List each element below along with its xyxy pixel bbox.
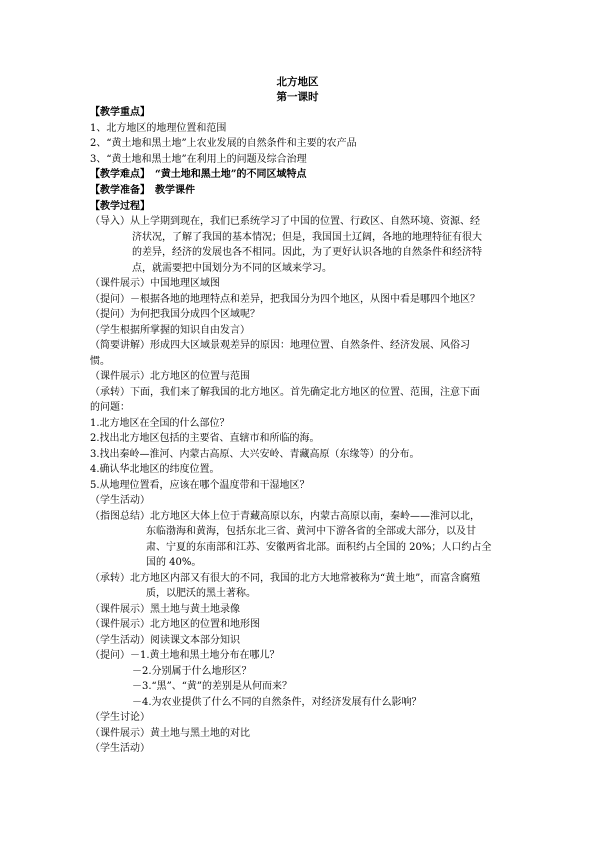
heading-preparation: 【教学准备】 教学课件 [90,185,195,196]
text-line: （学生活动）阅读课文本部分知识 [90,635,240,646]
text-line: 1、北方地区的地理位置和范围 [90,123,227,134]
text-line: 3、“黄土地和黑土地”在利用上的问题及综合治理 [90,154,307,165]
text-line: （课件展示）北方地区的位置与范围 [90,371,250,382]
text-line: 的问题： [90,402,130,413]
text-line: 3.找出秦岭—淮河、内蒙古高原、大兴安岭、青藏高原（东缘等）的分布。 [90,449,420,460]
text-line: （提问）－根据各地的地理特点和差异，把我国分为四个地区，从图中看是哪四个地区？ [90,294,480,305]
heading-process: 【教学过程】 [90,201,150,212]
text-line: （课件展示）北方地区的位置和地形图 [90,619,260,630]
text-line: 惯。 [90,356,110,367]
text-line: （学生讨论） [90,712,150,723]
text-line: 东临渤海和黄海，包括东北三省、黄河中下游各省的全部或大部分，以及甘 [146,526,476,537]
text-line: （学生活动） [90,495,150,506]
text-line: （导入）从上学期到现在，我们已系统学习了中国的位置、行政区、自然环境、资源、经 [90,216,480,227]
text-line: 2.找出北方地区包括的主要省、直辖市和所临的海。 [90,433,320,444]
text-line: －3.“黑”、“黄”的差别是从何而来？ [132,681,292,692]
text-line: （课件展示）黑土地与黄土地录像 [90,604,240,615]
heading-key-points: 【教学重点】 [90,107,150,118]
heading-difficult-points: 【教学难点】 “黄土地和黑土地”的不同区域特点 [90,169,307,180]
text-line: 点，就需要把中国划分为不同的区域来学习。 [132,263,332,274]
text-line: 5.从地理位置看，应该在哪个温度带和干湿地区？ [90,480,310,491]
text-line: 2、“黄土地和黑土地”上农业发展的自然条件和主要的农产品 [90,138,357,149]
text-line: 济状况，了解了我国的基本情况；但是，我国国土辽阔，各地的地理特征有很大 [132,232,482,243]
text-line: （课件展示）中国地理区域图 [90,278,220,289]
text-line: （学生根据所掌握的知识自由发言） [90,325,250,336]
text-line: （承转）下面，我们来了解我国的北方地区。首先确定北方地区的位置、范围，注意下面 [90,387,480,398]
text-line: 国的 40%。 [146,557,202,568]
document-title: 北方地区 [276,76,319,88]
text-line: （指图总结）北方地区大体上位于青藏高原以东，内蒙古高原以南，秦岭——淮河以北， [90,511,480,522]
text-line: －4.为农业提供了什么不同的自然条件，对经济发展有什么影响？ [132,697,422,708]
text-line: （课件展示）黄土地与黑土地的对比 [90,728,250,739]
text-line: －2.分别属于什么地形区？ [132,666,252,677]
text-line: 4.确认华北地区的纬度位置。 [90,464,220,475]
lesson-subtitle: 第一课时 [276,91,319,103]
text-line: （承转）北方地区内部又有很大的不同，我国的北方大地常被称为“黄土地”，而富含腐殖 [90,573,481,584]
text-line: 肃、宁夏的东南部和江苏、安徽两省北部。面积约占全国的 20%；人口约占全 [146,542,492,553]
text-line: （简要讲解）形成四大区域景观差异的原因：地理位置、自然条件、经济发展、风俗习 [90,340,470,351]
text-line: 的差异，经济的发展也各不相同。因此，为了更好认识各地的自然条件和经济特 [132,247,482,258]
text-line: 质，以肥沃的黑土著称。 [146,588,256,599]
text-line: （提问）为何把我国分成四个区域呢？ [90,309,260,320]
text-line: （学生活动） [90,743,150,754]
text-line: 1.北方地区在全国的什么部位？ [90,418,230,429]
text-line: （提问）－1.黄土地和黑土地分布在哪儿？ [90,650,280,661]
